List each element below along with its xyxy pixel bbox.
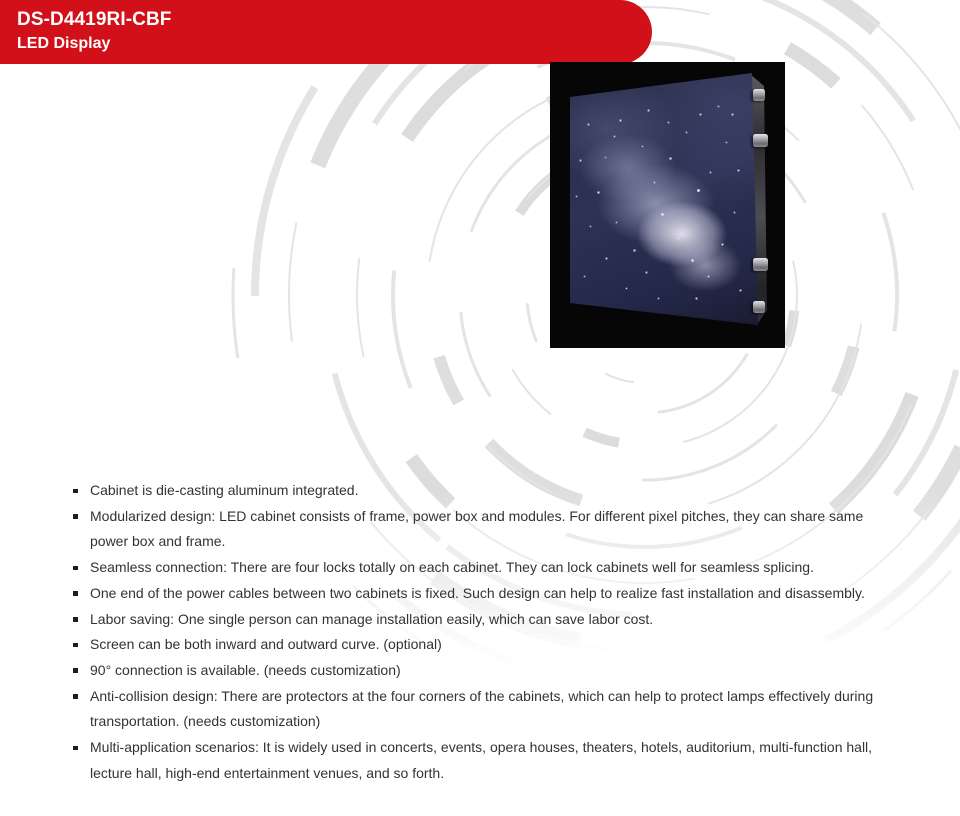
feature-text: Labor saving: One single person can manage installation easily, which can save labor cost.: [90, 610, 654, 627]
bullet-icon: [73, 489, 78, 494]
feature-item: [72, 658, 894, 684]
feature-item: [72, 581, 894, 607]
feature-text: 90° connection is available. (needs customization): [90, 661, 401, 678]
starfield-dots: [550, 62, 551, 63]
feature-text: Multi-application scenarios: It is widely used in concerts, events, opera houses, theaters, hotels, auditorium, multi-function hall, lecture hall, high-end entertainment venues, and so forth.: [90, 739, 873, 781]
bullet-icon: [73, 591, 78, 596]
product-header-banner: [0, 0, 652, 64]
bullet-icon: [73, 617, 78, 622]
cabinet-lock-knob: [753, 89, 765, 101]
feature-text: Cabinet is die-casting aluminum integrated.: [90, 482, 359, 498]
feature-item: [72, 632, 894, 658]
feature-item: [72, 735, 894, 786]
led-panel-screen: [550, 62, 785, 348]
feature-item: [72, 504, 894, 555]
feature-list: [72, 478, 894, 786]
product-category-subtitle: LED Display: [17, 35, 111, 52]
cabinet-lock-knob: [753, 134, 768, 147]
feature-text: Seamless connection: There are four locks totally on each cabinet. They can lock cabinets well for seamless splicing.: [90, 559, 814, 576]
bullet-icon: [73, 643, 78, 648]
bullet-icon: [73, 694, 78, 699]
feature-text: Modularized design: LED cabinet consists of frame, power box and modules. For different pixel pitches, they can share same power box and frame.: [90, 507, 864, 550]
product-model-title: DS-D4419RI-CBF: [17, 9, 172, 30]
feature-text: Screen can be both inward and outward curve. (optional): [90, 636, 442, 653]
feature-text: Anti-collision design: There are protectors at the four corners of the cabinets, which can help to protect lamps effectively during transportation. (needs customization): [90, 687, 874, 730]
cabinet-lock-knob: [753, 258, 768, 271]
product-photo: [550, 62, 785, 348]
feature-item: [72, 684, 894, 735]
bullet-icon: [73, 668, 78, 673]
bullet-icon: [73, 566, 78, 571]
feature-item: [72, 478, 894, 504]
bullet-icon: [73, 514, 78, 519]
feature-item: [72, 555, 894, 581]
feature-item: [72, 607, 894, 633]
cabinet-lock-knob: [753, 301, 765, 313]
bullet-icon: [73, 746, 78, 751]
feature-text: One end of the power cables between two cabinets is fixed. Such design can help to realize fast installation and disassembly.: [90, 584, 865, 601]
